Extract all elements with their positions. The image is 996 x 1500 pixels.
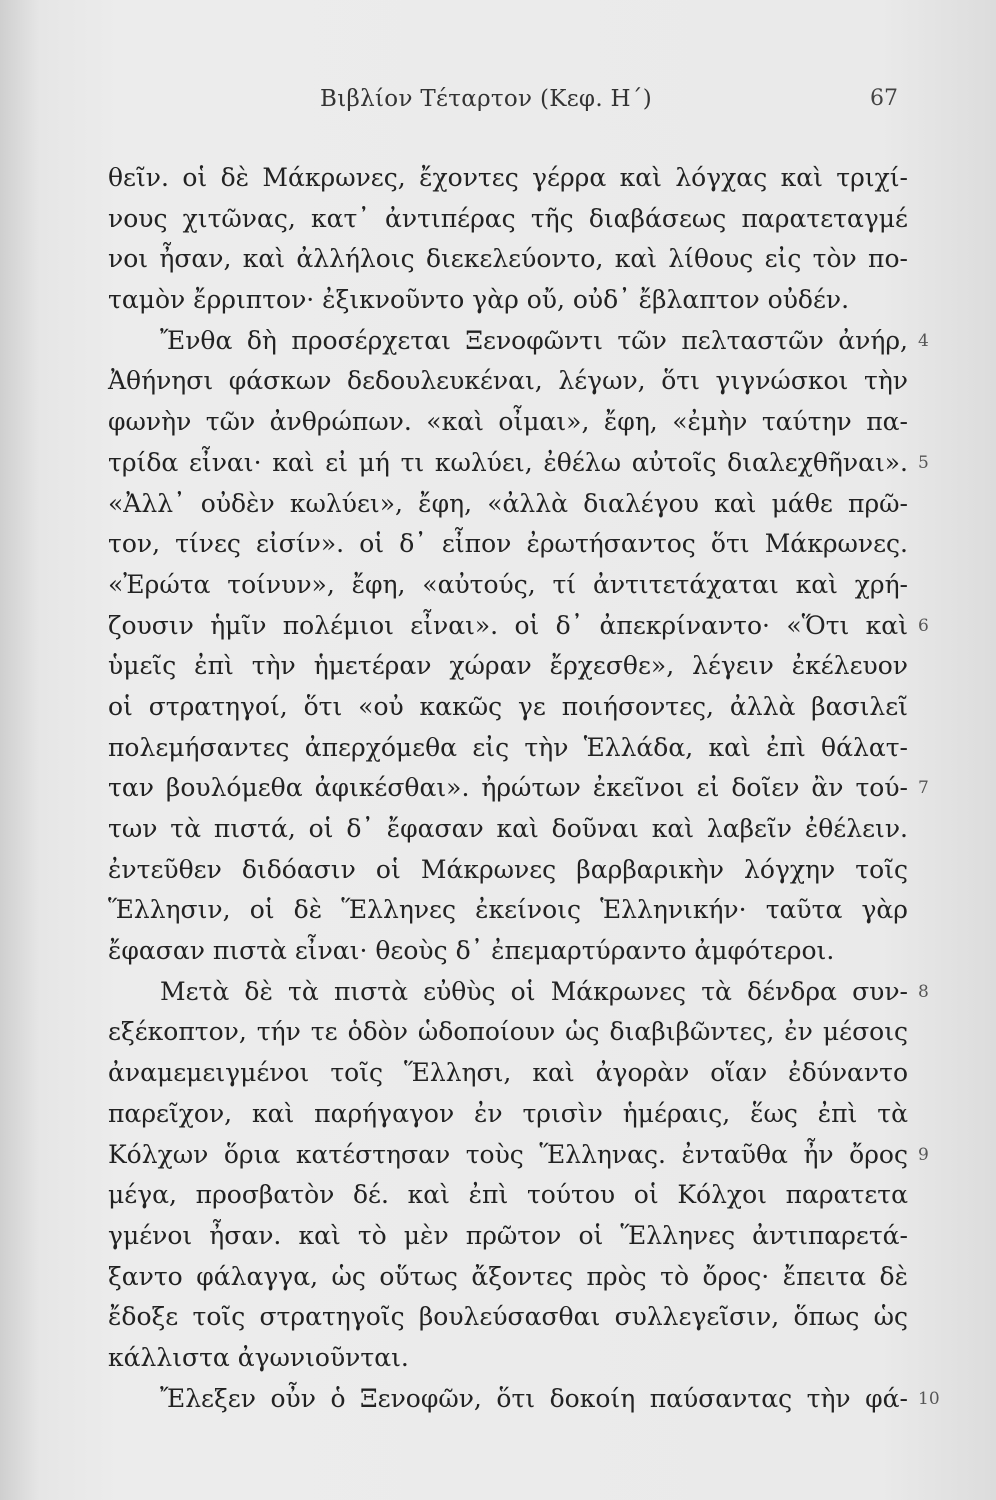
body-text — [108, 158, 940, 1419]
line-text: Μετὰ δὲ τὰ πιστὰ εὐθὺς οἱ Μάκρωνες τὰ δένδρα συν- — [160, 976, 908, 1006]
line-text: Ἔλεξεν οὖν ὁ Ξενοφῶν, ὅτι δοκοίη παύσαντας τὴν φά- — [160, 1383, 908, 1413]
text-line — [108, 199, 908, 240]
line-text: «Ἀλλ᾽ οὐδὲν κωλύει», ἔφη, «ἀλλὰ διαλέγου καὶ μάθε πρῶ- — [108, 488, 908, 518]
section-number: 5 — [918, 452, 929, 473]
text-line — [108, 1175, 908, 1216]
line-text: νους χιτῶνας, κατ᾽ ἀντιπέρας τῆς διαβάσεως παρατεταγμέ — [108, 203, 908, 233]
section-number: 7 — [918, 778, 929, 799]
line-text: των τὰ πιστά, οἱ δ᾽ ἔφασαν καὶ δοῦναι καὶ λαβεῖν ἐθέλειν. — [108, 814, 908, 843]
line-text: πολεμήσαντες ἀπερχόμεθα εἰς τὴν Ἑλλάδα, καὶ ἐπὶ θάλατ- — [108, 732, 908, 762]
text-line — [108, 768, 929, 809]
section-number: 10 — [918, 1388, 940, 1409]
text-line — [108, 809, 908, 850]
line-text: τον, τίνες εἰσίν». οἱ δ᾽ εἶπον ἐρωτήσαντος ὅτι Μάκρωνες. — [108, 529, 908, 559]
line-text: ὑμεῖς ἐπὶ τὴν ἡμετέραν χώραν ἔρχεσθε», λέγειν ἐκέλευον — [108, 651, 908, 681]
text-line — [108, 1094, 908, 1135]
running-title: Βιβλίον Τέταρτον (Κεφ. Η΄) — [320, 86, 652, 112]
line-text: Ἀθήνησι φάσκων δεδουλευκέναι, λέγων, ὅτι γιγνώσκοι τὴν — [108, 366, 908, 396]
line-text: ζουσιν ἡμῖν πολέμιοι εἶναι». οἱ δ᾽ ἀπεκρίναντο· «Ὅτι καὶ — [108, 610, 908, 640]
text-line — [108, 361, 908, 402]
section-number: 8 — [918, 981, 929, 1002]
line-text: ἐντεῦθεν διδόασιν οἱ Μάκρωνες βαρβαρικὴν λόγχην τοῖς — [108, 854, 908, 884]
line-text: τρίδα εἶναι· καὶ εἰ μή τι κωλύει, ἐθέλω αὐτοῖς διαλεχθῆναι». — [108, 447, 908, 477]
line-text: ἔφασαν πιστὰ εἶναι· θεοὺς δ᾽ ἐπεμαρτύραντο ἀμφότεροι. — [108, 936, 835, 966]
text-line — [108, 402, 908, 443]
text-line — [108, 646, 908, 687]
section-number: 4 — [918, 330, 929, 351]
text-line — [108, 158, 908, 199]
line-text: γμένοι ἦσαν. καὶ τὸ μὲν πρῶτον οἱ Ἕλληνες ἀντιπαρετά- — [108, 1220, 908, 1250]
text-line — [108, 728, 908, 769]
text-line — [108, 484, 908, 525]
line-text: Κόλχων ὅρια κατέστησαν τοὺς Ἕλληνας. ἐνταῦθα ἦν ὄρος — [108, 1139, 908, 1169]
line-text: παρεῖχον, καὶ παρήγαγον ἐν τρισὶν ἡμέραις, ἕως ἐπὶ τὰ — [108, 1098, 908, 1128]
text-line — [108, 280, 908, 321]
text-line — [108, 1338, 908, 1379]
text-line — [108, 443, 929, 484]
text-line — [108, 850, 908, 891]
text-line — [108, 1135, 929, 1176]
line-text: «Ἐρώτα τοίνυν», ἔφη, «αὐτούς, τί ἀντιτετάχαται καὶ χρή- — [108, 569, 908, 599]
line-text: ταμὸν ἔρριπτον· ἐξικνοῦντο γὰρ οὔ, οὐδ᾽ ἔβλαπτον οὐδέν. — [108, 285, 850, 315]
text-line — [108, 1379, 940, 1420]
text-line — [108, 890, 908, 931]
line-text: Ἔνθα δὴ προσέρχεται Ξενοφῶντι τῶν πελταστῶν ἀνήρ, — [160, 325, 908, 355]
page-number: 67 — [870, 86, 898, 111]
text-line — [108, 972, 929, 1013]
line-text: εξέκοπτον, τήν τε ὁδὸν ὡδοποίουν ὡς διαβιβῶντες, ἐν μέσοις — [108, 1017, 908, 1047]
text-line — [108, 321, 929, 362]
text-line — [108, 1297, 908, 1338]
text-line — [108, 565, 908, 606]
text-line — [108, 1012, 908, 1053]
section-number: 9 — [918, 1144, 929, 1165]
line-text: θεῖν. οἱ δὲ Μάκρωνες, ἔχοντες γέρρα καὶ λόγχας καὶ τριχί- — [108, 163, 908, 192]
text-line — [108, 524, 908, 565]
text-line — [108, 931, 908, 972]
line-text: Ἕλλησιν, οἱ δὲ Ἕλληνες ἐκείνοις Ἑλληνικήν· ταῦτα γὰρ — [108, 895, 908, 925]
line-text: οἱ στρατηγοί, ὅτι «οὐ κακῶς γε ποιήσοντες, ἀλλὰ βασιλεῖ — [108, 691, 908, 721]
text-line — [108, 1257, 908, 1298]
line-text: νοι ἦσαν, καὶ ἀλλήλοις διεκελεύοντο, καὶ λίθους εἰς τὸν πο- — [108, 244, 908, 274]
line-text: ταν βουλόμεθα ἀφικέσθαι». ἠρώτων ἐκεῖνοι εἰ δοῖεν ἂν τού- — [108, 773, 908, 803]
line-text: ἀναμεμειγμένοι τοῖς Ἕλλησι, καὶ ἀγορὰν οἵαν ἐδύναντο — [108, 1058, 908, 1088]
line-text: μέγα, προσβατὸν δέ. καὶ ἐπὶ τούτου οἱ Κόλχοι παρατετα — [108, 1180, 908, 1210]
line-text: ξαντο φάλαγγα, ὡς οὕτως ἄξοντες πρὸς τὸ ὄρος· ἔπειτα δὲ — [108, 1261, 908, 1291]
page-header — [0, 86, 996, 126]
text-line — [108, 1053, 908, 1094]
text-line — [108, 687, 908, 728]
line-text: ἔδοξε τοῖς στρατηγοῖς βουλεύσασθαι συλλεγεῖσιν, ὅπως ὡς — [108, 1302, 908, 1332]
text-line — [108, 1216, 908, 1257]
line-text: φωνὴν τῶν ἀνθρώπων. «καὶ οἶμαι», ἔφη, «ἐμὴν ταύτην πα- — [108, 407, 908, 437]
text-line — [108, 239, 908, 280]
text-line — [108, 606, 929, 647]
line-text: κάλλιστα ἀγωνιοῦνται. — [108, 1342, 409, 1372]
section-number: 6 — [918, 615, 929, 636]
